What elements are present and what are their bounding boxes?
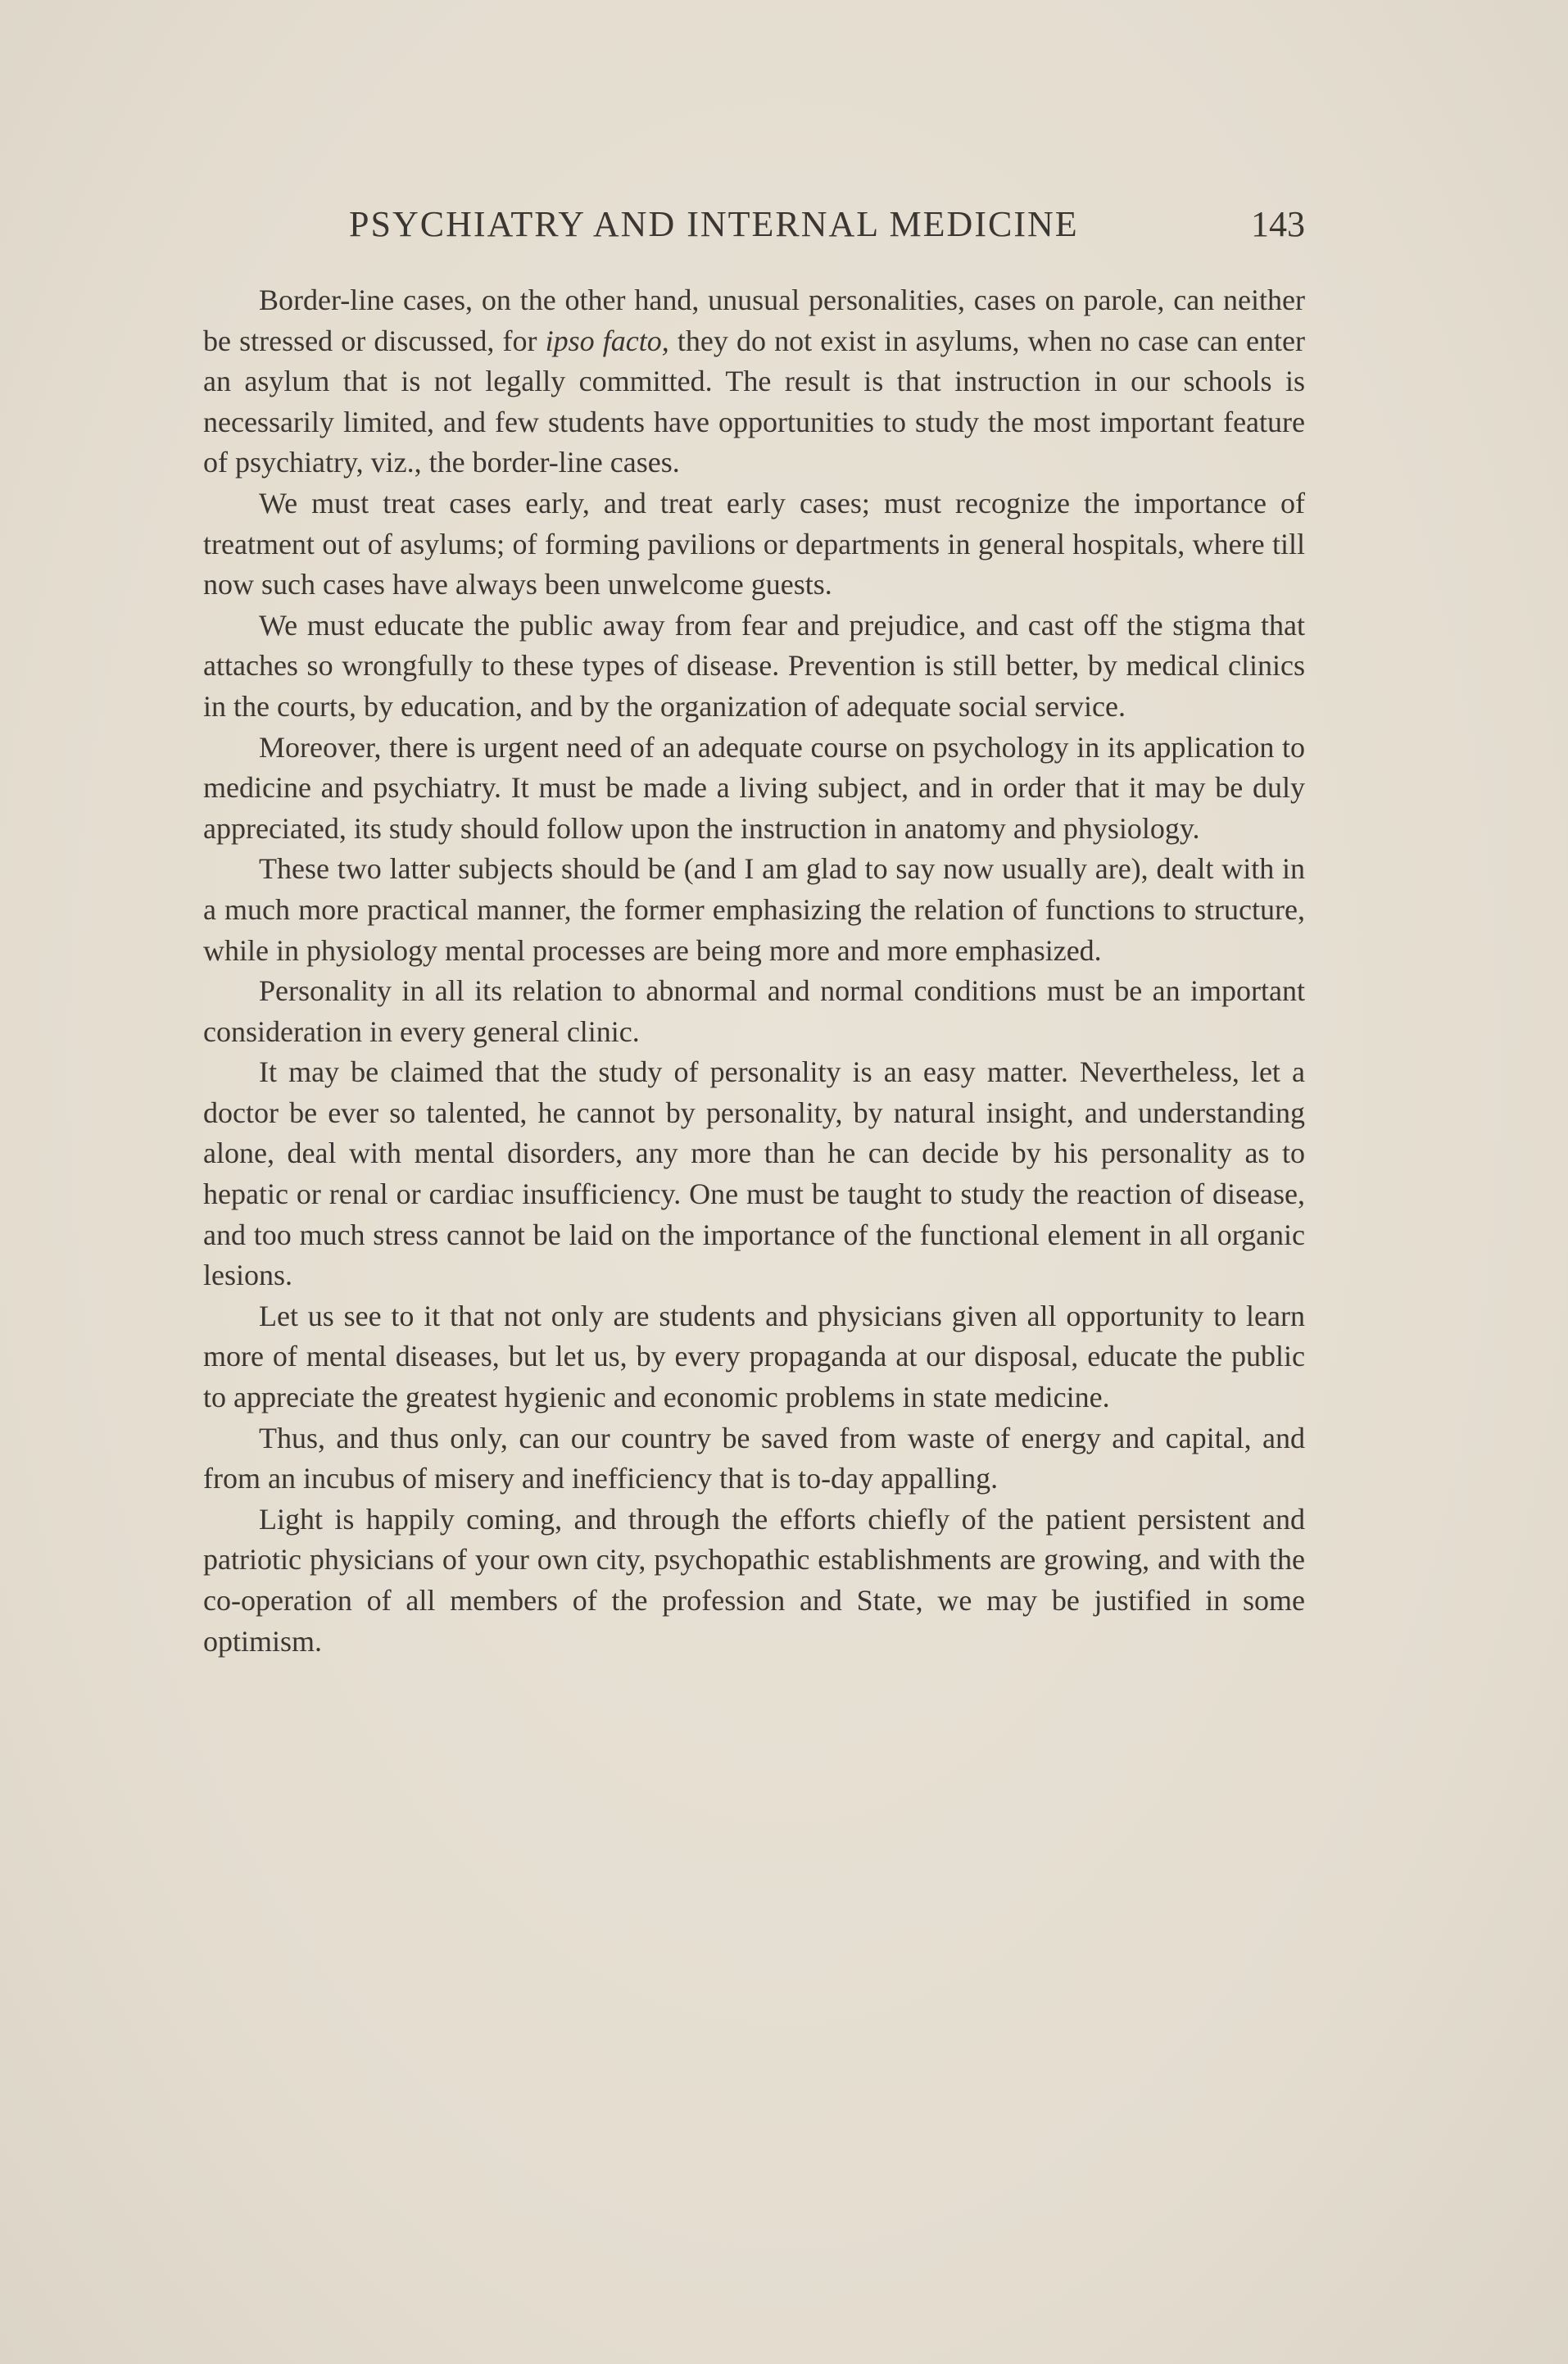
italic-latin-phrase: ipso facto, (545, 324, 669, 357)
paragraph-2: We must treat cases early, and treat early cases; must recognize the importance of treatment out of asylums; of forming pavilions or departments in general hospitals, where till now such cases have always been unwelcome guests. (203, 486, 1305, 601)
paragraph-1-end: they do not exist in asylums, when no case can enter an asylum that is not legally committed. The result is that instruction in our schools is necessarily limited, and few students have opportunities to study the most important feature of psychiatry, viz., the border-line cases. (203, 324, 1305, 479)
paragraph-4: Moreover, there is urgent need of an adequate course on psychology in its application to medicine and psychiatry. It must be made a living subject, and in order that it may be duly appreciated, its study should follow upon the instruction in anatomy and physiology. (203, 730, 1305, 845)
page-number: 143 (1251, 204, 1305, 244)
paragraph-7: It may be claimed that the study of personality is an easy matter. Nevertheless, let a doctor be ever so talented, he cannot by personality, by natural insight, and understanding alone, deal with mental disorders, any more than he can decide by his personality as to hepatic or renal or cardiac insufficiency. One must be taught to study the reaction of disease, and too much stress cannot be laid on the importance of the functional element in all organic lesions. (203, 1055, 1305, 1292)
paragraph-1 (203, 280, 1305, 483)
running-title: PSYCHIATRY AND INTERNAL MEDICINE (349, 204, 1079, 244)
paragraph-8: Let us see to it that not only are students and physicians given all opportunity to learn more of mental diseases, but let us, by every propaganda at our disposal, educate the public to appreciate the greatest hygienic and economic problems in state medicine. (203, 1299, 1305, 1414)
paragraph-6: Personality in all its relation to abnormal and normal conditions must be an important consideration in every general clinic. (203, 974, 1305, 1048)
paragraph-5: These two latter subjects should be (and I am glad to say now usually are), dealt with in a much more practical manner, the former emphasizing the relation of functions to structure, while in physiology mental processes are being more and more emphasized. (203, 852, 1305, 967)
page-header (203, 200, 1305, 249)
paragraph-1-start: Border-line cases, on the other hand, unusual personalities, cases on parole, can neither be stressed or discussed, for (203, 284, 1305, 357)
body-text (203, 280, 1305, 1662)
paragraph-3: We must educate the public away from fear and prejudice, and cast off the stigma that attaches so wrongfully to these types of disease. Prevention is still better, by medical clinics in the courts, by education, and by the organization of adequate social service. (203, 608, 1305, 723)
paragraph-9: Thus, and thus only, can our country be saved from waste of energy and capital, and from an incubus of misery and inefficiency that is to-day appalling. (203, 1421, 1305, 1495)
paragraph-10: Light is happily coming, and through the efforts chiefly of the patient persistent and patriotic physicians of your own city, psychopathic establishments are growing, and with the co-operation of all members of the profession and State, we may be justified in some optimism. (203, 1502, 1305, 1658)
